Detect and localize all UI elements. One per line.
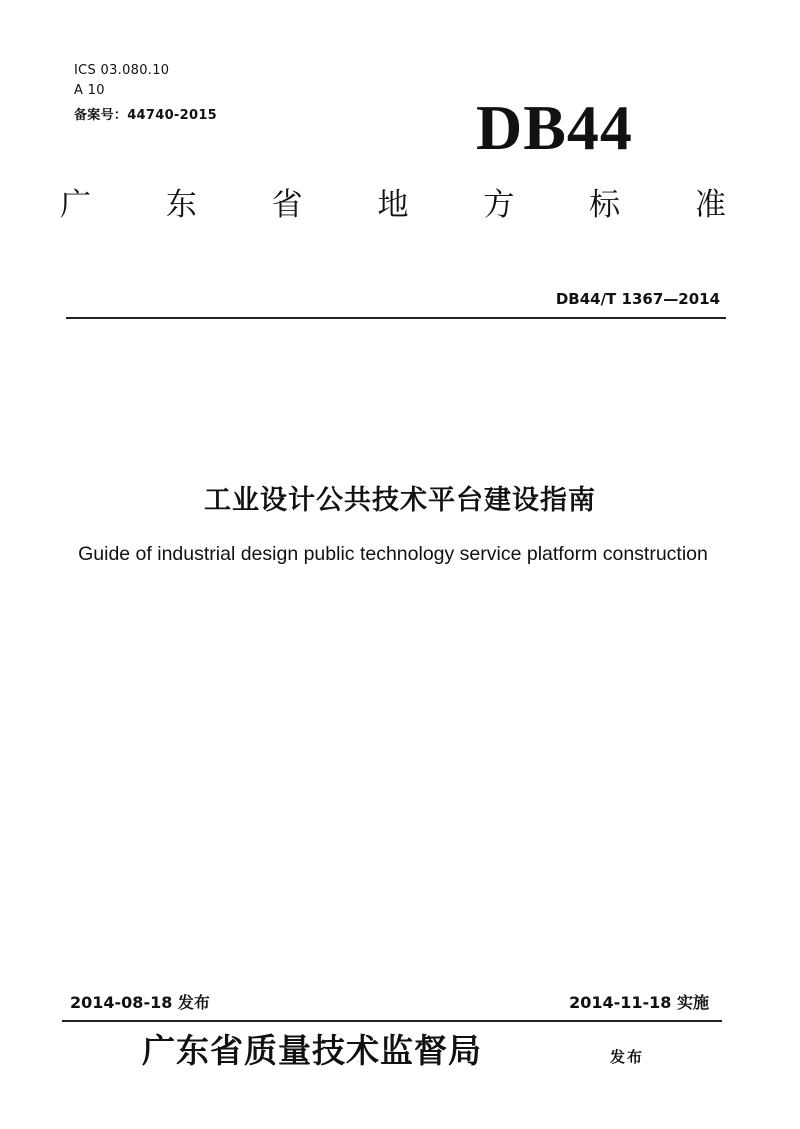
category-char: 地 <box>377 187 409 223</box>
category-char: 省 <box>271 187 303 223</box>
category-char: 准 <box>694 187 726 223</box>
db44-logo: DB44 <box>476 92 633 163</box>
bottom-divider <box>62 1020 722 1022</box>
ics-code: ICS 03.080.10 <box>74 63 170 78</box>
issuing-authority: 广东省质量技术监督局 <box>142 1031 482 1070</box>
issue-label: 发布 <box>610 1048 645 1066</box>
category-char: 东 <box>165 187 197 223</box>
implement-date: 2014-11-18 实施 <box>569 993 709 1012</box>
record-number: 备案号：44740-2015 <box>74 108 218 123</box>
category-char: 方 <box>483 187 515 223</box>
standard-number: DB44/T 1367—2014 <box>555 290 720 308</box>
standard-category <box>60 187 726 223</box>
category-char: 标 <box>589 187 621 223</box>
classification-code: A 10 <box>74 83 105 98</box>
top-divider <box>66 317 726 319</box>
document-title-english: Guide of industrial design public technology service platform construction <box>78 543 708 565</box>
publish-date: 2014-08-18 发布 <box>70 993 210 1012</box>
category-char: 广 <box>60 187 91 223</box>
document-title-chinese: 工业设计公共技术平台建设指南 <box>204 485 596 516</box>
